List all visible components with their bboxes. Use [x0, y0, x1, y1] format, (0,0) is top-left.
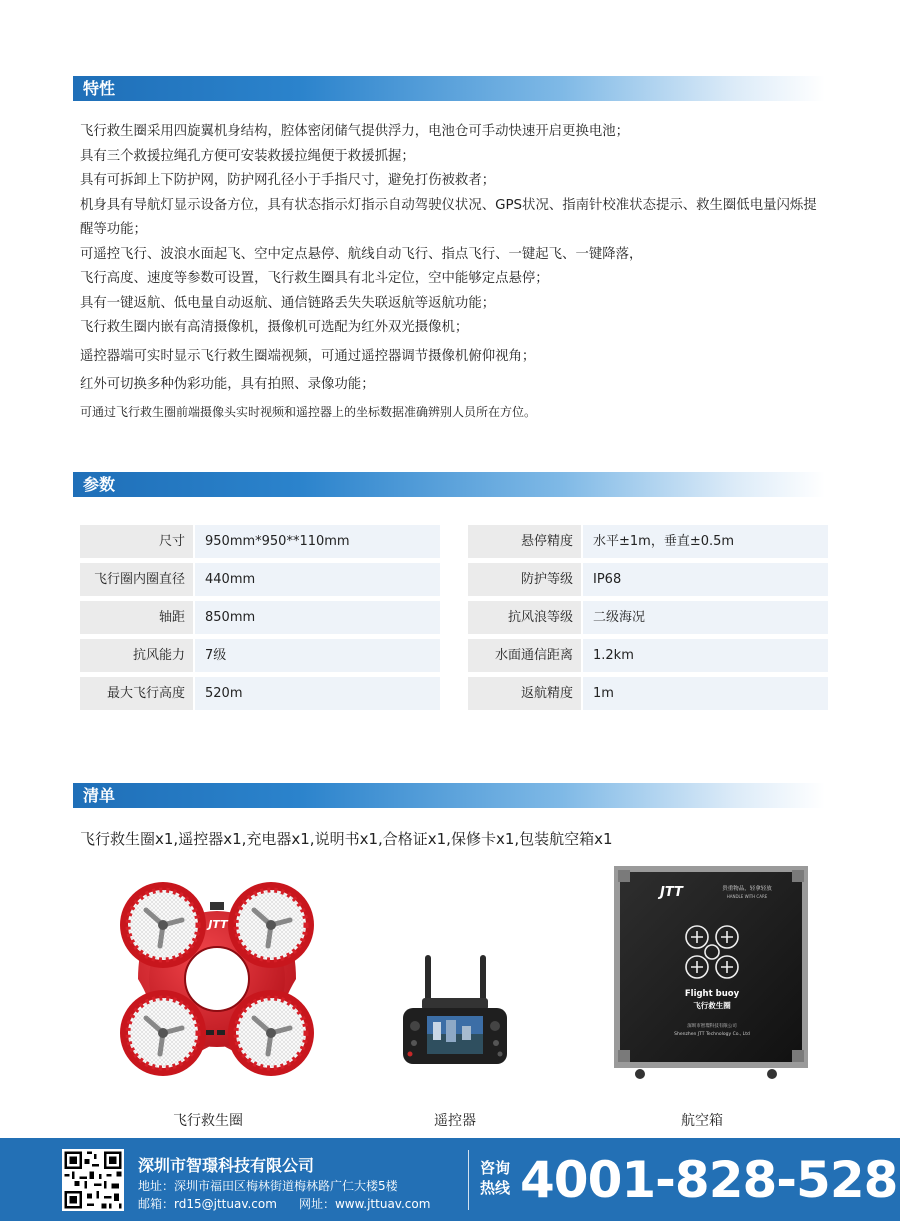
features-list — [80, 120, 830, 424]
param-row — [80, 677, 440, 710]
param-row — [468, 563, 828, 596]
footer-address: 地址：深圳市福田区梅林街道梅林路广仁大楼5楼 — [138, 1179, 398, 1193]
param-value: 850mm — [195, 601, 440, 634]
feature-line: 具有可拆卸上下防护网，防护网孔径小于手指尺寸，避免打伤被救者； — [80, 173, 496, 188]
feature-line: 飞行救生圈内嵌有高清摄像机，摄像机可选配为红外双光摄像机； — [80, 320, 469, 335]
hotline-label — [480, 1158, 510, 1198]
hotline-number[interactable]: 4001-828-528 — [520, 1151, 898, 1209]
feature-line: 飞行救生圈采用四旋翼机身结构，腔体密闭储气提供浮力，电池仓可手动快速开启更换电池； — [80, 124, 630, 139]
feature-line: 机身具有导航灯显示设备方位，具有状态指示灯指示自动驾驶仪状况、GPS状况、指南针校准状态提示、救生圈低电量闪烁提醒等功能； — [80, 197, 817, 237]
flight-buoy-image — [118, 880, 316, 1078]
feature-line: 遥控器端可实时显示飞行救生圈端视频，可通过遥控器调节摄像机俯仰视角； — [80, 348, 536, 364]
param-row — [468, 601, 828, 634]
qr-code-icon[interactable] — [62, 1149, 124, 1211]
param-row — [468, 639, 828, 672]
feature-line: 具有一键返航、低电量自动返航、通信链路丢失失联返航等返航功能； — [80, 295, 496, 311]
param-row — [468, 677, 828, 710]
param-row — [80, 601, 440, 634]
case-slogan: 贵重物品，轻拿轻放 — [722, 886, 772, 892]
case-logo: JTT — [660, 885, 683, 900]
param-value: 1m — [583, 677, 828, 710]
param-key: 防护等级 — [468, 563, 581, 596]
param-value: 水平±1m，垂直±0.5m — [583, 525, 828, 558]
param-key: 轴距 — [80, 601, 193, 634]
param-value: IP68 — [583, 563, 828, 596]
case-name-en: Flight buoy — [684, 989, 740, 999]
param-value: 1.2km — [583, 639, 828, 672]
remote-controller-image — [400, 950, 510, 1070]
feature-line: 红外可切换多种伪彩功能，具有拍照、录像功能； — [80, 377, 375, 392]
param-value: 7级 — [195, 639, 440, 672]
param-value: 440mm — [195, 563, 440, 596]
params-table-left — [80, 525, 440, 715]
feature-line: 具有三个救援拉绳孔方便可安装救援拉绳便于救援抓握； — [80, 148, 415, 164]
param-key: 水面通信距离 — [468, 639, 581, 672]
param-key: 飞行圈内圈直径 — [80, 563, 193, 596]
param-key: 最大飞行高度 — [80, 677, 193, 710]
footer — [0, 1138, 900, 1221]
footer-contact — [138, 1195, 430, 1212]
feature-line: 飞行高度、速度等参数可设置，飞行救生圈具有北斗定位，空中能够定点悬停； — [80, 271, 549, 286]
case-caption: 航空箱 — [681, 1113, 723, 1129]
param-value: 520m — [195, 677, 440, 710]
buoy-caption: 飞行救生圈 — [173, 1113, 243, 1129]
param-key: 抗风浪等级 — [468, 601, 581, 634]
param-row — [80, 563, 440, 596]
remote-caption: 遥控器 — [434, 1113, 476, 1129]
flight-case-image — [612, 864, 812, 1082]
footer-website[interactable]: 网址：www.jttuav.com — [298, 1197, 431, 1211]
packing-list: 飞行救生圈x1,遥控器x1,充电器x1,说明书x1,合格证x1,保修卡x1,包装航空箱x1 — [80, 830, 613, 848]
case-name-cn: 飞行救生圈 — [693, 1001, 731, 1010]
footer-email[interactable]: 邮箱：rd15@jttuav.com — [138, 1197, 277, 1211]
param-key: 返航精度 — [468, 677, 581, 710]
feature-line: 可遥控飞行、波浪水面起飞、空中定点悬停、航线自动飞行、指点飞行、一键起飞、一键降落， — [80, 246, 643, 262]
feature-line: 可通过飞行救生圈前端摄像头实时视频和遥控器上的坐标数据准确辨别人员所在方位。 — [80, 404, 537, 419]
param-value: 950mm*950**110mm — [195, 525, 440, 558]
params-section-title: 参数 — [73, 472, 825, 497]
case-slogan-en: HANDLE WITH CARE — [726, 894, 768, 899]
case-company-cn: 深圳市智璟科技有限公司 — [687, 1024, 737, 1029]
list-section-title: 清单 — [73, 783, 825, 808]
param-row — [80, 639, 440, 672]
param-row — [80, 525, 440, 558]
param-key: 抗风能力 — [80, 639, 193, 672]
param-value: 二级海况 — [583, 601, 828, 634]
params-table-right — [468, 525, 828, 715]
buoy-logo: JTT — [208, 918, 228, 931]
param-row — [468, 525, 828, 558]
footer-divider — [468, 1150, 469, 1210]
case-company-en: Shenzhen JTT Technology Co., Ltd — [674, 1032, 750, 1037]
hotline-label-line2: 热线 — [480, 1179, 511, 1197]
param-key: 悬停精度 — [468, 525, 581, 558]
param-key: 尺寸 — [80, 525, 193, 558]
features-section-title: 特性 — [73, 76, 825, 101]
footer-company-name: 深圳市智璟科技有限公司 — [138, 1156, 315, 1175]
hotline-label-line1: 咨询 — [480, 1159, 511, 1177]
